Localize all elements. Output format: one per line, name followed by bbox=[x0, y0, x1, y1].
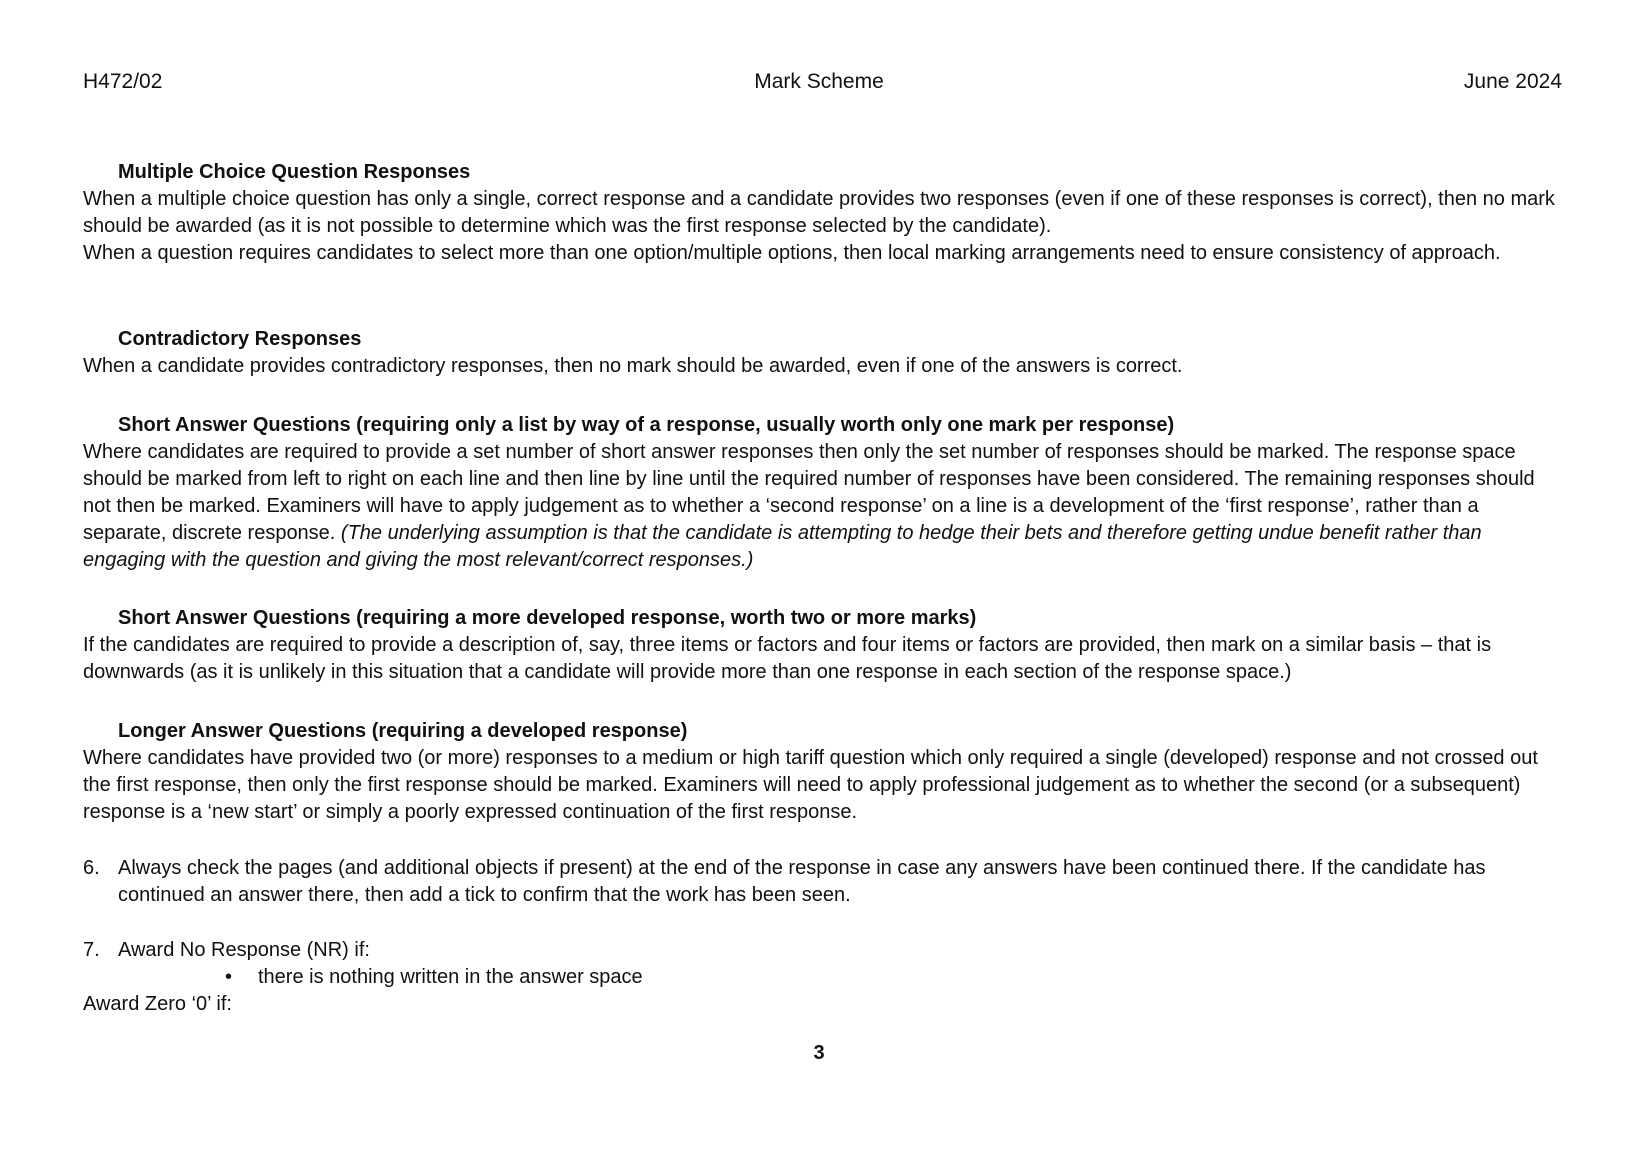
bullet-text: there is nothing written in the answer space bbox=[258, 966, 643, 988]
section-longer-answer bbox=[83, 718, 1563, 826]
section-contradictory bbox=[83, 326, 1563, 380]
bullet-icon: • bbox=[225, 966, 233, 988]
list-text: Award No Response (NR) if: bbox=[118, 939, 370, 961]
paragraph: When a question requires candidates to select more than one option/multiple options, then local marking arrangements need to ensure consistency of approach. bbox=[83, 242, 1501, 264]
list-item-6 bbox=[83, 855, 1563, 909]
section-heading: Multiple Choice Question Responses bbox=[118, 161, 471, 183]
header-title: Mark Scheme bbox=[754, 70, 884, 93]
bullet-item bbox=[83, 964, 1563, 991]
section-short-list bbox=[83, 412, 1563, 574]
section-short-developed bbox=[83, 605, 1563, 686]
page-number: 3 bbox=[813, 1042, 825, 1064]
section-heading: Short Answer Questions (requiring a more developed response, worth two or more marks) bbox=[118, 607, 977, 629]
paragraph: If the candidates are required to provide a description of, say, three items or factors and four items or factors are provided, then mark on a similar basis – that is downwards (as it is unlikely in this situation that a candidate will provide more than one response in each section of the response space.) bbox=[83, 634, 1492, 683]
list-number: 7. bbox=[83, 939, 100, 961]
section-heading: Contradictory Responses bbox=[118, 328, 362, 350]
paragraph-text: Where candidates are required to provide a set number of short answer responses then only the set number of responses should be marked. The response space should be marked from left to right on each line and then line by line until the required number of responses have been considered. The remaining responses should not then be marked. Examiners will have to apply judgement as to whether a ‘second response’ on a line is a development of the ‘first response’, rather than a separate, discrete response. bbox=[83, 441, 1535, 544]
paragraph bbox=[83, 439, 1563, 574]
list-item-7 bbox=[83, 937, 1563, 1018]
paragraph: Where candidates have provided two (or more) responses to a medium or high tariff question which only required a single (developed) response and not crossed out the first response, then only the first response should be marked. Examiners will need to apply professional judgement as to whether the second (or a subsequent) response is a ‘new start’ or simply a poorly expressed continuation of the first response. bbox=[83, 747, 1538, 823]
list-text: Always check the pages (and additional objects if present) at the end of the response in case any answers have been continued there. If the candidate has continued an answer there, then add a tick to confirm that the work has been seen. bbox=[118, 857, 1486, 906]
paragraph: When a multiple choice question has only a single, correct response and a candidate provides two responses (even if one of these responses is correct), then no mark should be awarded (as it is not possible to determine which was the first response selected by the candidate). bbox=[83, 188, 1555, 237]
section-heading: Short Answer Questions (requiring only a list by way of a response, usually worth only one mark per response) bbox=[118, 414, 1175, 436]
header-date: June 2024 bbox=[1463, 70, 1562, 93]
header-code: H472/02 bbox=[83, 70, 163, 93]
section-heading: Longer Answer Questions (requiring a developed response) bbox=[118, 720, 688, 742]
section-multiple-choice bbox=[83, 159, 1563, 267]
list-number: 6. bbox=[83, 857, 100, 879]
award-zero-text: Award Zero ‘0’ if: bbox=[83, 993, 232, 1015]
paragraph-italic-note: (The underlying assumption is that the candidate is attempting to hedge their bets and therefore getting undue benefit rather than engaging with the question and giving the most relevant/correct responses.) bbox=[83, 522, 1482, 571]
paragraph: When a candidate provides contradictory responses, then no mark should be awarded, even if one of the answers is correct. bbox=[83, 355, 1183, 377]
